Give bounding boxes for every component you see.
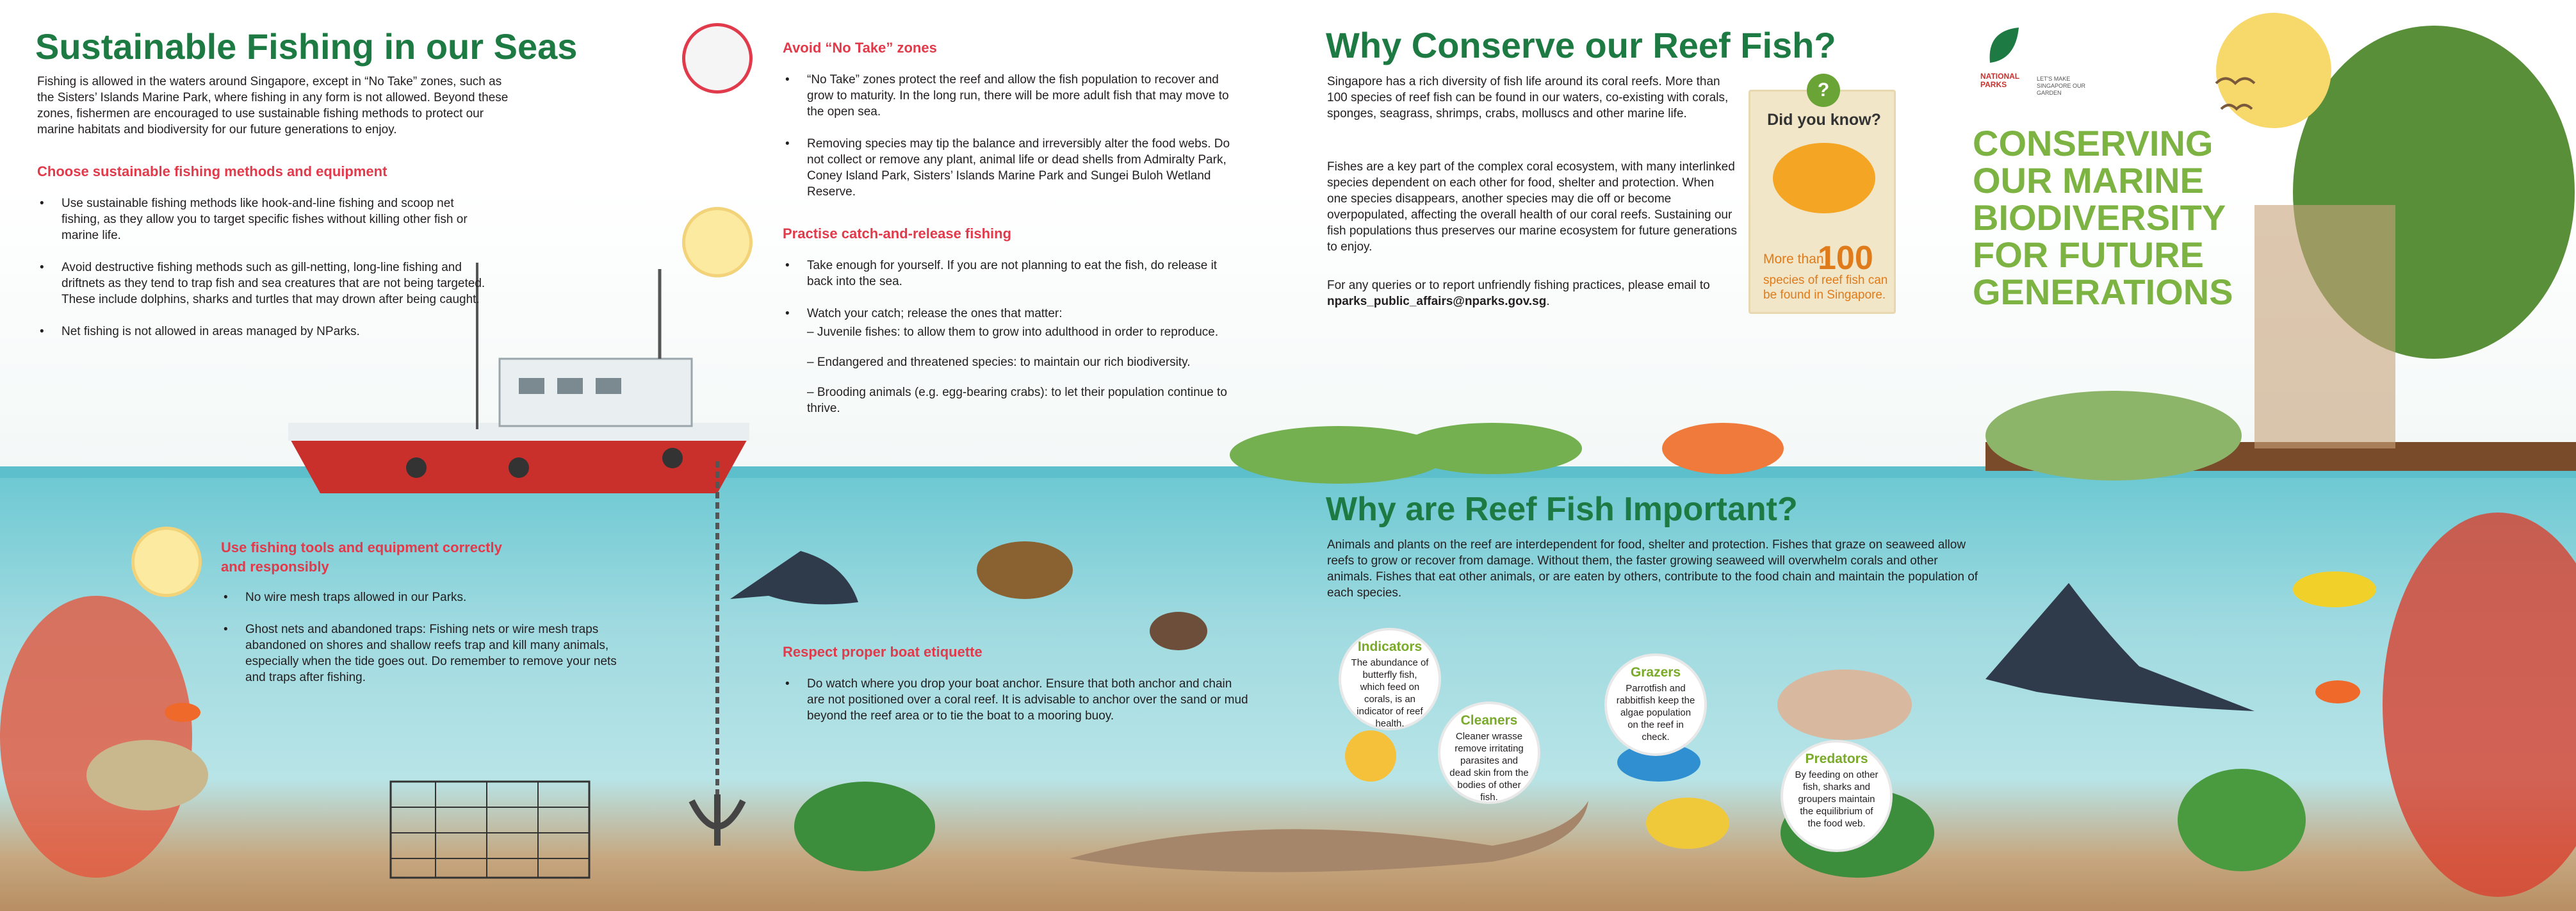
catch-heading: Practise catch-and-release fishing [783,226,1012,242]
sub-item: – Endangered and threatened species: to maintain our rich biodiversity. [807,356,1191,369]
notake-heading: Avoid “No Take” zones [783,40,937,56]
notake-list [783,72,1237,216]
sub-item: – Juvenile fishes: to allow them to grow into adulthood in order to reproduce. [807,325,1219,339]
email-link[interactable]: nparks_public_affairs@nparks.gov.sg [1327,295,1547,308]
species-count: 100 [1818,240,1873,277]
question-icon: ? [1807,74,1840,107]
turtle-icon [977,541,1073,599]
predators-bubble [1781,740,1893,852]
boat-list [783,676,1250,740]
hill-icon [1985,391,2242,480]
tools-heading: Use fishing tools and equipment correctly and responsibly [221,539,502,575]
eagle-ray-icon [730,551,858,604]
bubble-title: Predators [1805,751,1868,766]
wobbegong-shark-icon [1070,801,1588,872]
no-fishing-icon [682,23,753,94]
fish-icon [1773,143,1875,213]
catch-and-release-icon [682,207,753,277]
fishing-net-icon [131,527,202,597]
bubble-text: Cleaner wrasse remove irritating parasites and dead skin from the bodies of other fish. [1449,731,1529,803]
sun-icon [2216,13,2331,128]
yellow-fish-icon [2293,571,2376,607]
bubble-text: The abundance of butterfly fish, which feed on corals, is an indicator of reef health. [1351,657,1429,729]
leaf-icon [1980,24,2025,69]
list-item: • No wire mesh traps allowed in our Parks. [221,589,618,605]
indicators-bubble [1339,628,1441,730]
clownfish-icon [165,703,200,722]
list-item: • “No Take” zones protect the reef and allow the fish population to recover and grow to maturity. In the long run, there will be more adult fish that may move to the open sea. [783,72,1237,120]
nparks-logo [1980,24,2025,89]
contact-text: For any queries or to report unfriendly fishing practices, please email to [1327,279,1710,292]
intro-text: Fishing is allowed in the waters around Singapore, except in “No Take” zones, such as the Sisters’ Islands Marine Park, where fishing in any form is not allowed. Beyond these zones, fishermen are encouraged to use sustainable fishing methods to protect our marine habitats and biodiversity for our future generations to enjoy. [37,75,509,136]
conserve-paragraph-3 [1327,277,1737,309]
sub-item: – Brooding animals (e.g. egg-bearing crabs): to let their population continue to thrive. [807,386,1227,415]
conserve-paragraph-1: Singapore has a rich diversity of fish life around its coral reefs. More than 100 species of reef fish can be found in our waters, co-existing with corals, sponges, seagrass, shrimps, crabs, molluscs and other marine life. [1327,75,1729,120]
bubble-text: By feeding on other fish, sharks and groupers maintain the equilibrium of the food web. [1795,769,1879,829]
did-you-know-title: Did you know? [1767,111,1881,129]
bubble-title: Grazers [1630,665,1681,680]
boat-heading: Respect proper boat etiquette [783,644,982,660]
important-paragraph: Animals and plants on the reef are interdependent for food, shelter and protection. Fishes that graze on seaweed allow reefs to grow or recover from damage. Without them, the faster growing seaweed will overwhelm corals and other animals. Fishes that eat other animals, or are eaten by others, contribute to the food chain and maintain the population of each species. [1327,538,1978,600]
spotted-eagle-ray-icon [1985,583,2254,711]
list-item: • Use sustainable fishing methods like hook-and-line fishing and scoop net fishing, as they allow you to target specific fishes without killing other fish or marine life. [37,195,485,243]
cleaners-bubble [1438,702,1540,804]
tools-list [221,589,618,702]
list-item: • Removing species may tip the balance and irreversibly alter the food webs. Do not collect or remove any plant, animal life or dead shells from Admiralty Park, Coney Island Park, Sisters’ Islands Marine Park and Sungei Buloh Wetland Reserve. [783,136,1237,200]
list-item: • Do watch where you drop your boat anchor. Ensure that both anchor and chain are not positioned over a coral reef. It is advisable to anchor over the sand or mud beyond the reef area or to tie the boat to a mooring buoy. [783,676,1250,724]
section-title-why-important: Why are Reef Fish Important? [1326,491,1798,528]
clownfish-icon [2315,680,2360,703]
list-item: • Ghost nets and abandoned traps: Fishing nets or wire mesh traps abandoned on shores and shallow reefs trap and kill many animals, especially when the tide goes out. Do remember to remove your nets and traps after fishing. [221,621,618,685]
more-than-text: More than [1763,252,1824,267]
anchor-icon [692,461,743,846]
list-item: • Take enough for yourself. If you are not planning to eat the fish, do release it back into the sea. [783,258,1231,290]
pufferfish-icon [86,740,208,810]
full-stop: . [1546,295,1550,308]
methods-heading: Choose sustainable fishing methods and equipment [37,163,387,179]
island-icon [1403,423,1582,474]
rowboat-icon [1662,423,1784,474]
grouper-icon [1777,669,1912,740]
cover-title: CONSERVING OUR MARINE BIODIVERSITY FOR FUTURE GENERATIONS [1973,123,2233,312]
catch-watch-text: Watch your catch; release the ones that matter: [807,307,1063,320]
section-title-sustainable-fishing: Sustainable Fishing in our Seas [35,26,578,67]
wire-trap-icon [391,782,589,878]
family-icon [2254,205,2395,448]
rabbitfish-icon [1646,798,1729,849]
tagline: LET'S MAKE SINGAPORE OUR GARDEN [2037,76,2086,96]
catch-list [783,258,1231,416]
did-you-know-panel [1749,79,1896,314]
methods-list [37,195,485,356]
list-item: • Net fishing is not allowed in areas managed by NParks. [37,324,485,340]
conserve-paragraph-2: Fishes are a key part of the complex coral ecosystem, with many interlinked species dependent on each other for food, shelter and protection. When one species disappears, another species may die off or become overpopulated, affecting the overall health of our coral reefs. Sustaining our fish populations thus preserves our marine ecosystem for future generations to enjoy. [1327,160,1737,254]
bubble-text: Parrotfish and rabbitfish keep the algae population on the reef in check. [1616,683,1695,743]
butterfly-fish-icon [1345,730,1396,782]
bubble-title: Indicators [1357,639,1423,654]
list-item [783,306,1231,416]
species-text: species of reef fish can be found in Singapore. [1763,274,1888,302]
small-fish-icon [1150,612,1207,650]
logo-text: NATIONAL PARKS [1980,72,2019,89]
grazers-bubble [1604,653,1707,756]
list-item: • Avoid destructive fishing methods such as gill-netting, long-line fishing and driftnets as they tend to trap fish and sea creatures that are not being targeted. These include dolphins, sharks and turtles that may drown after being caught. [37,259,485,308]
section-title-why-conserve: Why Conserve our Reef Fish? [1326,25,1836,65]
bubble-title: Cleaners [1460,713,1518,728]
